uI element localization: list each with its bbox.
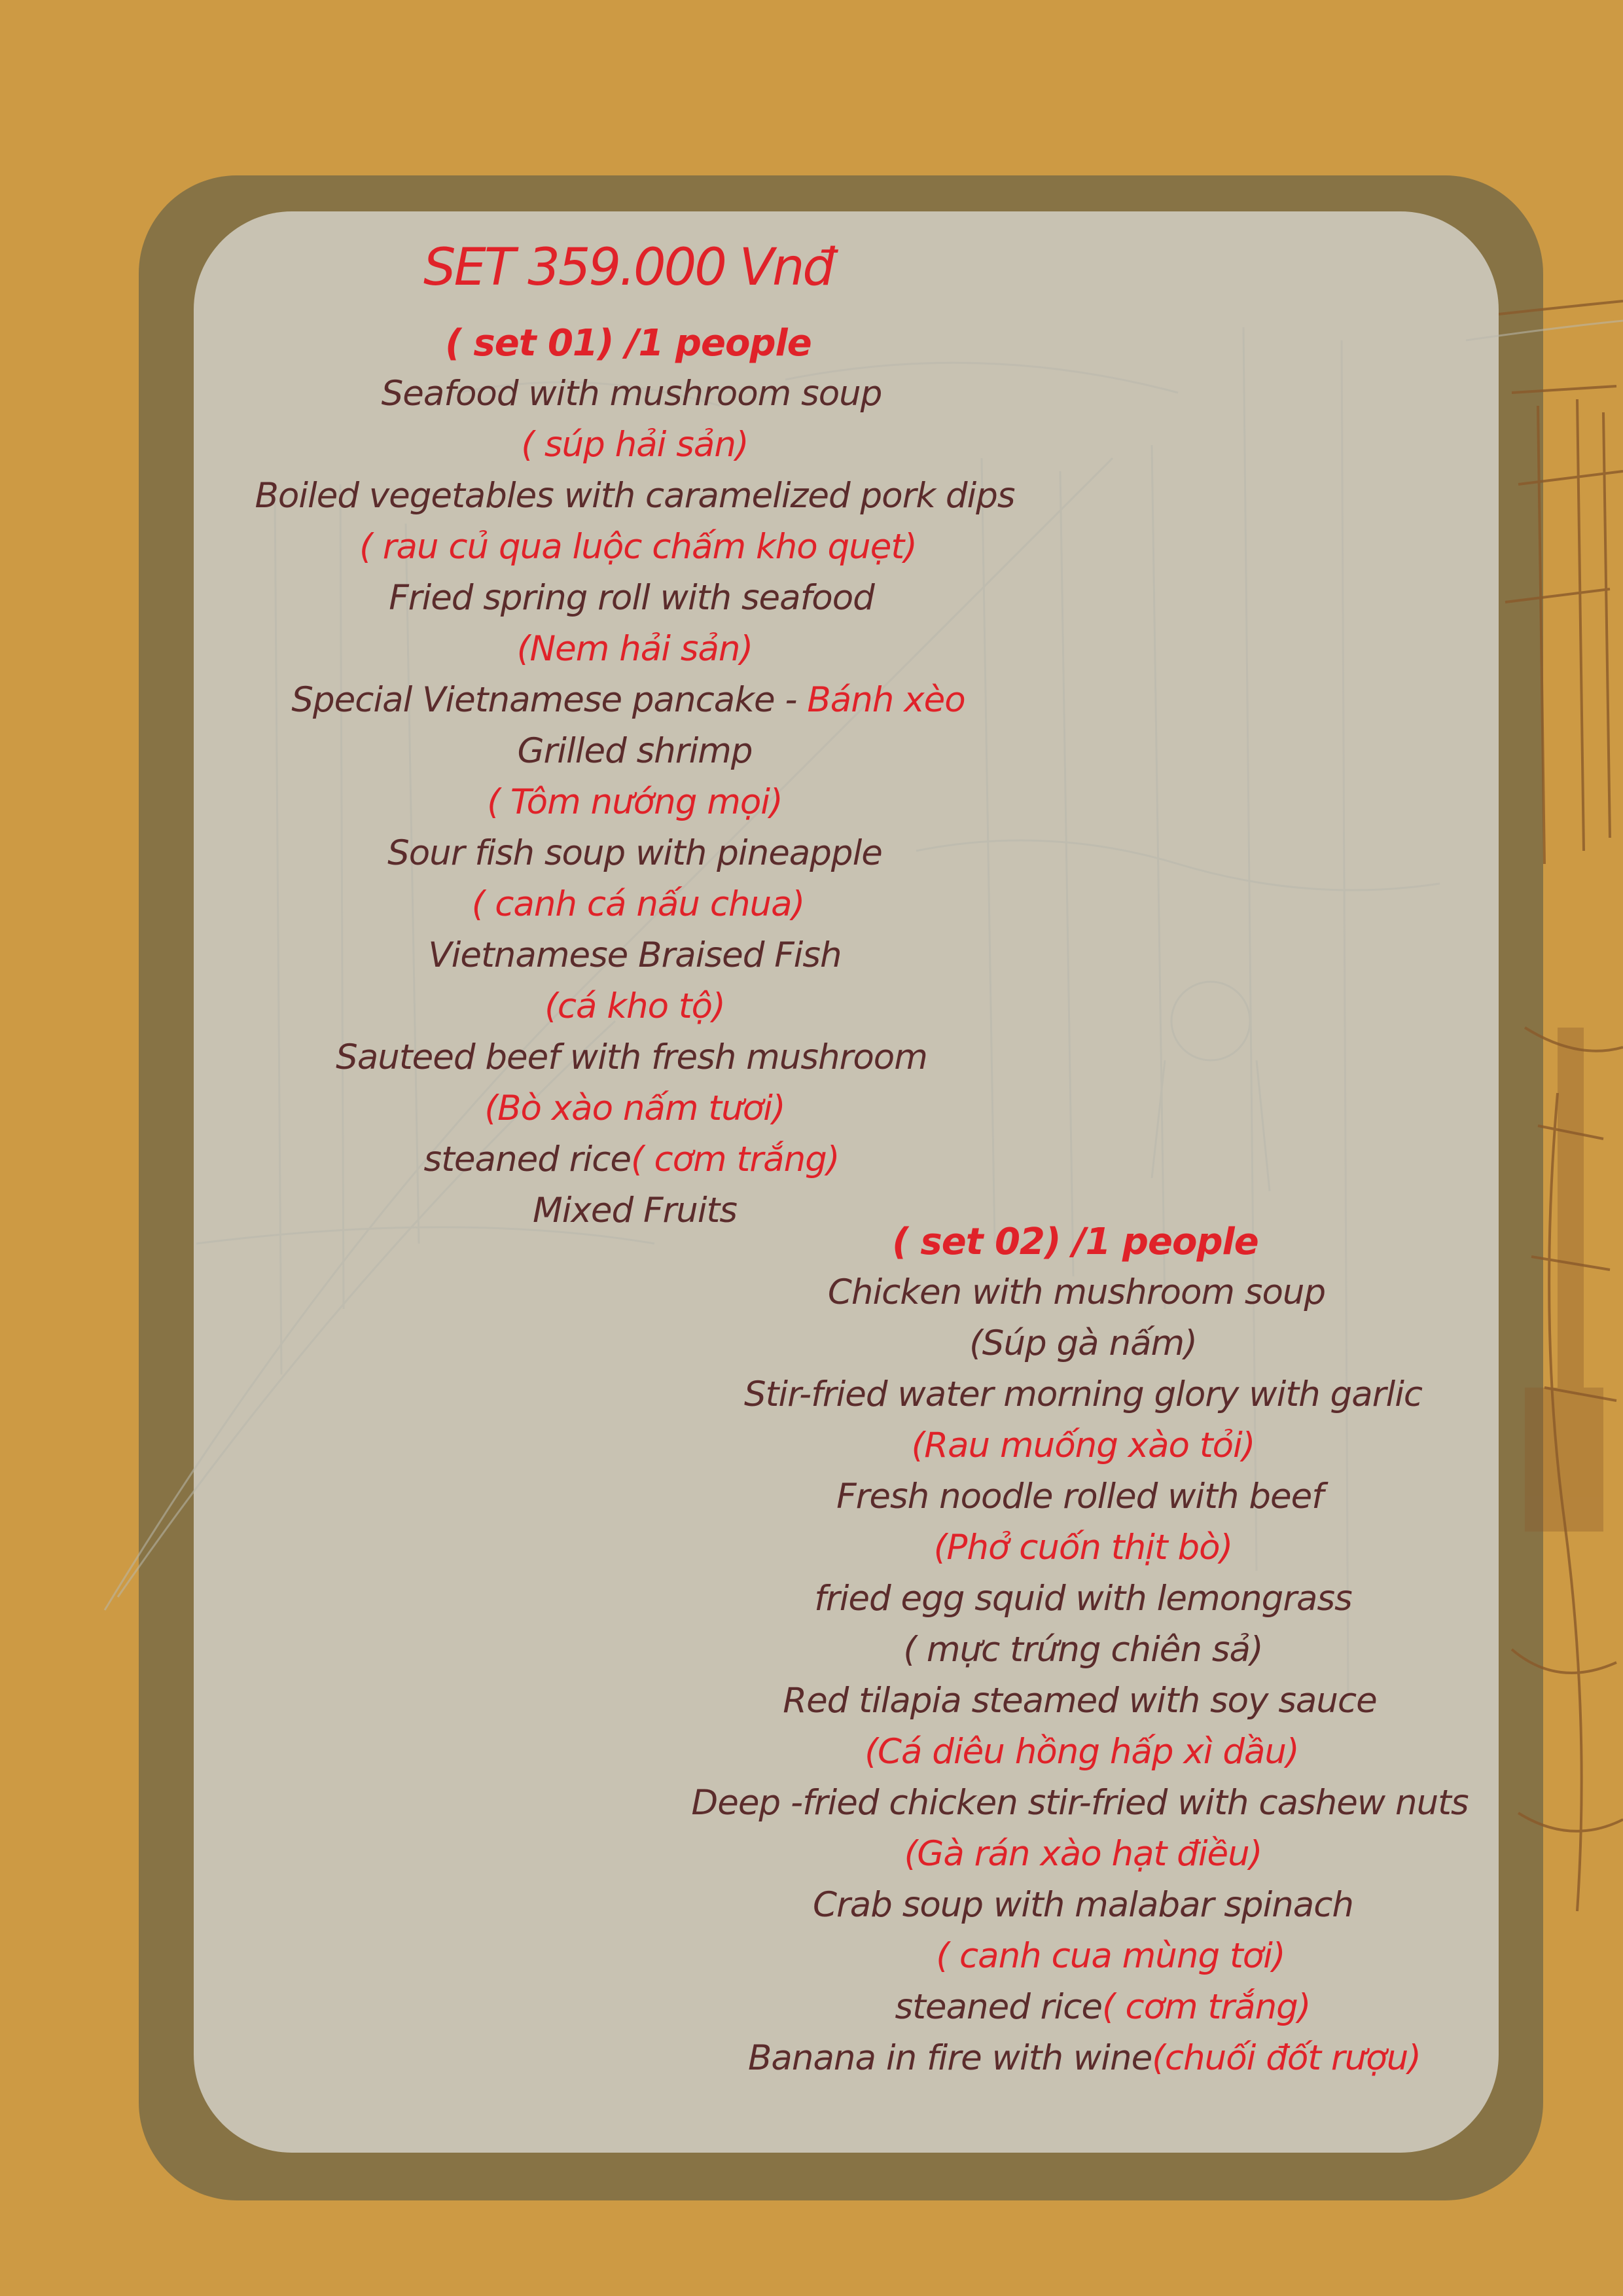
set01-dish-2: Boiled vegetables with caramelized pork dips: [255, 476, 1015, 516]
set01-dish-9: [423, 1139, 840, 1179]
set02-dish-4: fried egg squid with lemongrass: [814, 1579, 1352, 1619]
set02-dish-3: Fresh noodle rolled with beef: [836, 1477, 1323, 1516]
set02-dish-8: [895, 1987, 1311, 2027]
set02-dish-9-vi: (chuối đốt rượu): [1152, 2038, 1421, 2078]
set01-dish-2-vi: ( rau củ qua luộc chấm kho quẹt): [359, 527, 917, 567]
set02-dish-5-vi: (Cá diêu hồng hấp xì dầu): [865, 1732, 1299, 1772]
set01-heading: ( set 01) /1 people: [445, 322, 812, 365]
set01-dish-8-vi: (Bò xào nấm tươi): [484, 1088, 785, 1128]
set01-dish-5-vi: ( Tôm nướng mọi): [487, 782, 783, 822]
set02-dish-9-en: Banana in fire with wine: [748, 2038, 1152, 2078]
set02-dish-7: Crab soup with malabar spinach: [812, 1885, 1354, 1925]
set02-dish-4-vi: ( mực trứng chiên sả): [903, 1630, 1263, 1670]
set01-dish-4-en: Special Vietnamese pancake -: [291, 680, 808, 720]
set01-dish-3: Fried spring roll with seafood: [389, 578, 874, 618]
set02-dish-2: Stir-fried water morning glory with garlic: [743, 1374, 1423, 1414]
set01-dish-6: Sour fish soup with pineapple: [387, 833, 882, 873]
set02-dish-1: Chicken with mushroom soup: [827, 1272, 1326, 1312]
set01-dish-3-vi: (Nem hải sản): [516, 629, 753, 669]
set02-dish-1-vi: (Súp gà nấm): [969, 1323, 1197, 1363]
set01-dish-7: Vietnamese Braised Fish: [428, 935, 842, 975]
set01-dish-9-en: steaned rice: [423, 1139, 631, 1179]
set02-dish-5: Red tilapia steamed with soy sauce: [783, 1681, 1377, 1721]
set02-dish-6-vi: (Gà rán xào hạt điều): [904, 1834, 1262, 1874]
set01-dish-5: Grilled shrimp: [517, 731, 753, 771]
set01-dish-6-vi: ( canh cá nấu chua): [471, 884, 805, 924]
menu-title: SET 359.000 Vnđ: [423, 238, 833, 297]
set01-dish-7-vi: (cá kho tộ): [544, 986, 725, 1026]
set02-dish-9: [748, 2038, 1421, 2078]
set01-dish-1: Seafood with mushroom soup: [381, 374, 882, 414]
set02-dish-6: Deep -fried chicken stir-fried with cashew nuts: [691, 1783, 1469, 1823]
set01-dish-4: [291, 680, 965, 720]
set02-dish-2-vi: (Rau muống xào tỏi): [911, 1426, 1255, 1465]
set02-heading: ( set 02) /1 people: [892, 1221, 1258, 1263]
set01-dish-8: Sauteed beef with fresh mushroom: [336, 1037, 927, 1077]
set02-dish-8-vi: ( cơm trắng): [1101, 1987, 1311, 2027]
set01-dish-9-vi: ( cơm trắng): [630, 1139, 840, 1179]
set01-dish-4-vi: Bánh xèo: [807, 680, 965, 720]
set02-dish-8-en: steaned rice: [895, 1987, 1102, 2027]
set01-dish-10: Mixed Fruits: [533, 1191, 737, 1230]
set01-dish-1-vi: ( súp hải sản): [521, 425, 749, 465]
set02-dish-3-vi: (Phở cuốn thịt bò): [933, 1528, 1233, 1568]
set02-dish-7-vi: ( canh cua mùng tơi): [936, 1936, 1285, 1976]
